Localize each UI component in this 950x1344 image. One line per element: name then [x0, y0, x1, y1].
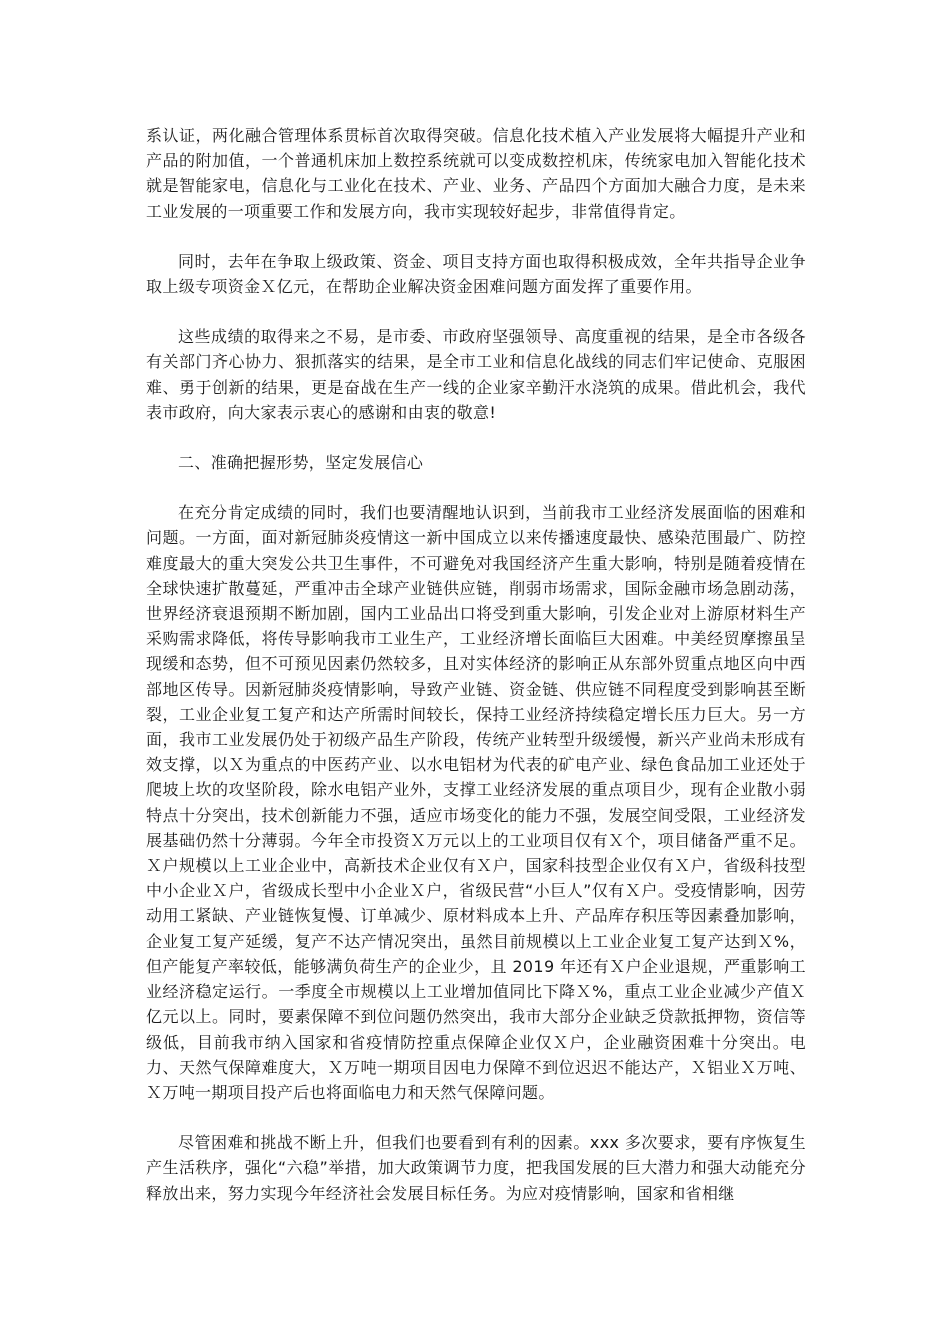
section-heading: 二、准确把握形势，坚定发展信心 — [178, 453, 424, 473]
paragraph-5: 尽管困难和挑战不断上升，但我们也要看到有利的因素。xxx 多次要求，要有序恢复生产生活秩序，强化“六稳”举措，加大政策调节力度，把我国发展的巨大潜力和强大动能充分释放出来，努力实现今年经济社会发展目标任务。为应对疫情影响，国家和省相继 — [146, 1133, 806, 1203]
paragraph-gap — [146, 425, 806, 450]
paragraph-2: 同时，去年在争取上级政策、资金、项目支持方面也取得积极成效，全年共指导企业争取上级专项资金Ｘ亿元，在帮助企业解决资金困难问题方面发挥了重要作用。 — [146, 251, 806, 297]
document-page — [146, 123, 806, 1206]
paragraph-1: 系认证，两化融合管理体系贯标首次取得突破。信息化技术植入产业发展将大幅提升产业和产品的附加值，一个普通机床加上数控系统就可以变成数控机床，传统家电加入智能化技术就是智能家电，信息化与工业化在技术、产业、业务、产品四个方面加大融合力度，是未来工业发展的一项重要工作和发展方向，我市实现较好起步，非常值得肯定。 — [146, 126, 806, 221]
paragraph-gap — [146, 224, 806, 249]
paragraph-gap — [146, 299, 806, 324]
paragraph-gap — [146, 475, 806, 500]
paragraph-gap — [146, 1105, 806, 1130]
paragraph-3: 这些成绩的取得来之不易，是市委、市政府坚强领导、高度重视的结果，是全市各级各有关部门齐心协力、狠抓落实的结果，是全市工业和信息化战线的同志们牢记使命、克服困难、勇于创新的结果，更是奋战在生产一线的企业家辛勤汗水浇筑的成果。借此机会，我代表市政府，向大家表示衷心的感谢和由衷的敬意! — [146, 327, 806, 422]
paragraph-4: 在充分肯定成绩的同时，我们也要清醒地认识到，当前我市工业经济发展面临的困难和问题。一方面，面对新冠肺炎疫情这一新中国成立以来传播速度最快、感染范围最广、防控难度最大的重大突发公共卫生事件，不可避免对我国经济产生重大影响，特别是随着疫情在全球快速扩散蔓延，严重冲击全球产业链供应链，削弱市场需求，国际金融市场急剧动荡，世界经济衰退预期不断加剧，国内工业品出口将受到重大影响，引发企业对上游原材料生产采购需求降低，将传导影响我市工业生产，工业经济增长面临巨大困难。中美经贸摩擦虽呈现缓和态势，但不可预见因素仍然较多，且对实体经济的影响正从东部外贸重点地区向中西部地区传导。因新冠肺炎疫情影响，导致产业链、资金链、供应链不同程度受到影响甚至断裂，工业企业复工复产和达产所需时间较长，保持工业经济持续稳定增长压力巨大。另一方面，我市工业发展仍处于初级产品生产阶段，传统产业转型升级缓慢，新兴产业尚未形成有效支撑，以Ｘ为重点的中医药产业、以水电铝材为代表的矿电产业、绿色食品加工业还处于爬坡上坎的攻坚阶段，除水电铝产业外，支撑工业经济发展的重点项目少，现有企业散小弱特点十分突出，技术创新能力不强，适应市场变化的能力不强，发展空间受限，工业经济发展基础仍然十分薄弱。今年全市投资Ｘ万元以上的工业项目仅有Ｘ个，项目储备严重不足。Ｘ户规模以上工业企业中，高新技术企业仅有Ｘ户，国家科技型企业仅有Ｘ户，省级科技型中小企业Ｘ户，省级成长型中小企业Ｘ户，省级民营“小巨人”仅有Ｘ户。受疫情影响，因劳动用工紧缺、产业链恢复慢、订单减少、原材料成本上升、产品库存积压等因素叠加影响，企业复工复产延缓，复产不达产情况突出，虽然目前规模以上工业企业复工复产达到Ｘ%，但产能复产率较低，能够满负荷生产的企业少，且 2019 年还有Ｘ户企业退规，严重影响工业经济稳定运行。一季度全市规模以上工业增加值同比下降Ｘ%，重点工业企业减少产值Ｘ亿元以上。同时，要素保障不到位问题仍然突出，我市大部分企业缺乏贷款抵押物，资信等级低，目前我市纳入国家和省疫情防控重点保障企业仅Ｘ户，企业融资困难十分突出。电力、天然气保障难度大，Ｘ万吨一期项目因电力保障不到位迟迟不能达产，Ｘ铝业Ｘ万吨、Ｘ万吨一期项目投产后也将面临电力和天然气保障问题。 — [146, 503, 806, 1102]
